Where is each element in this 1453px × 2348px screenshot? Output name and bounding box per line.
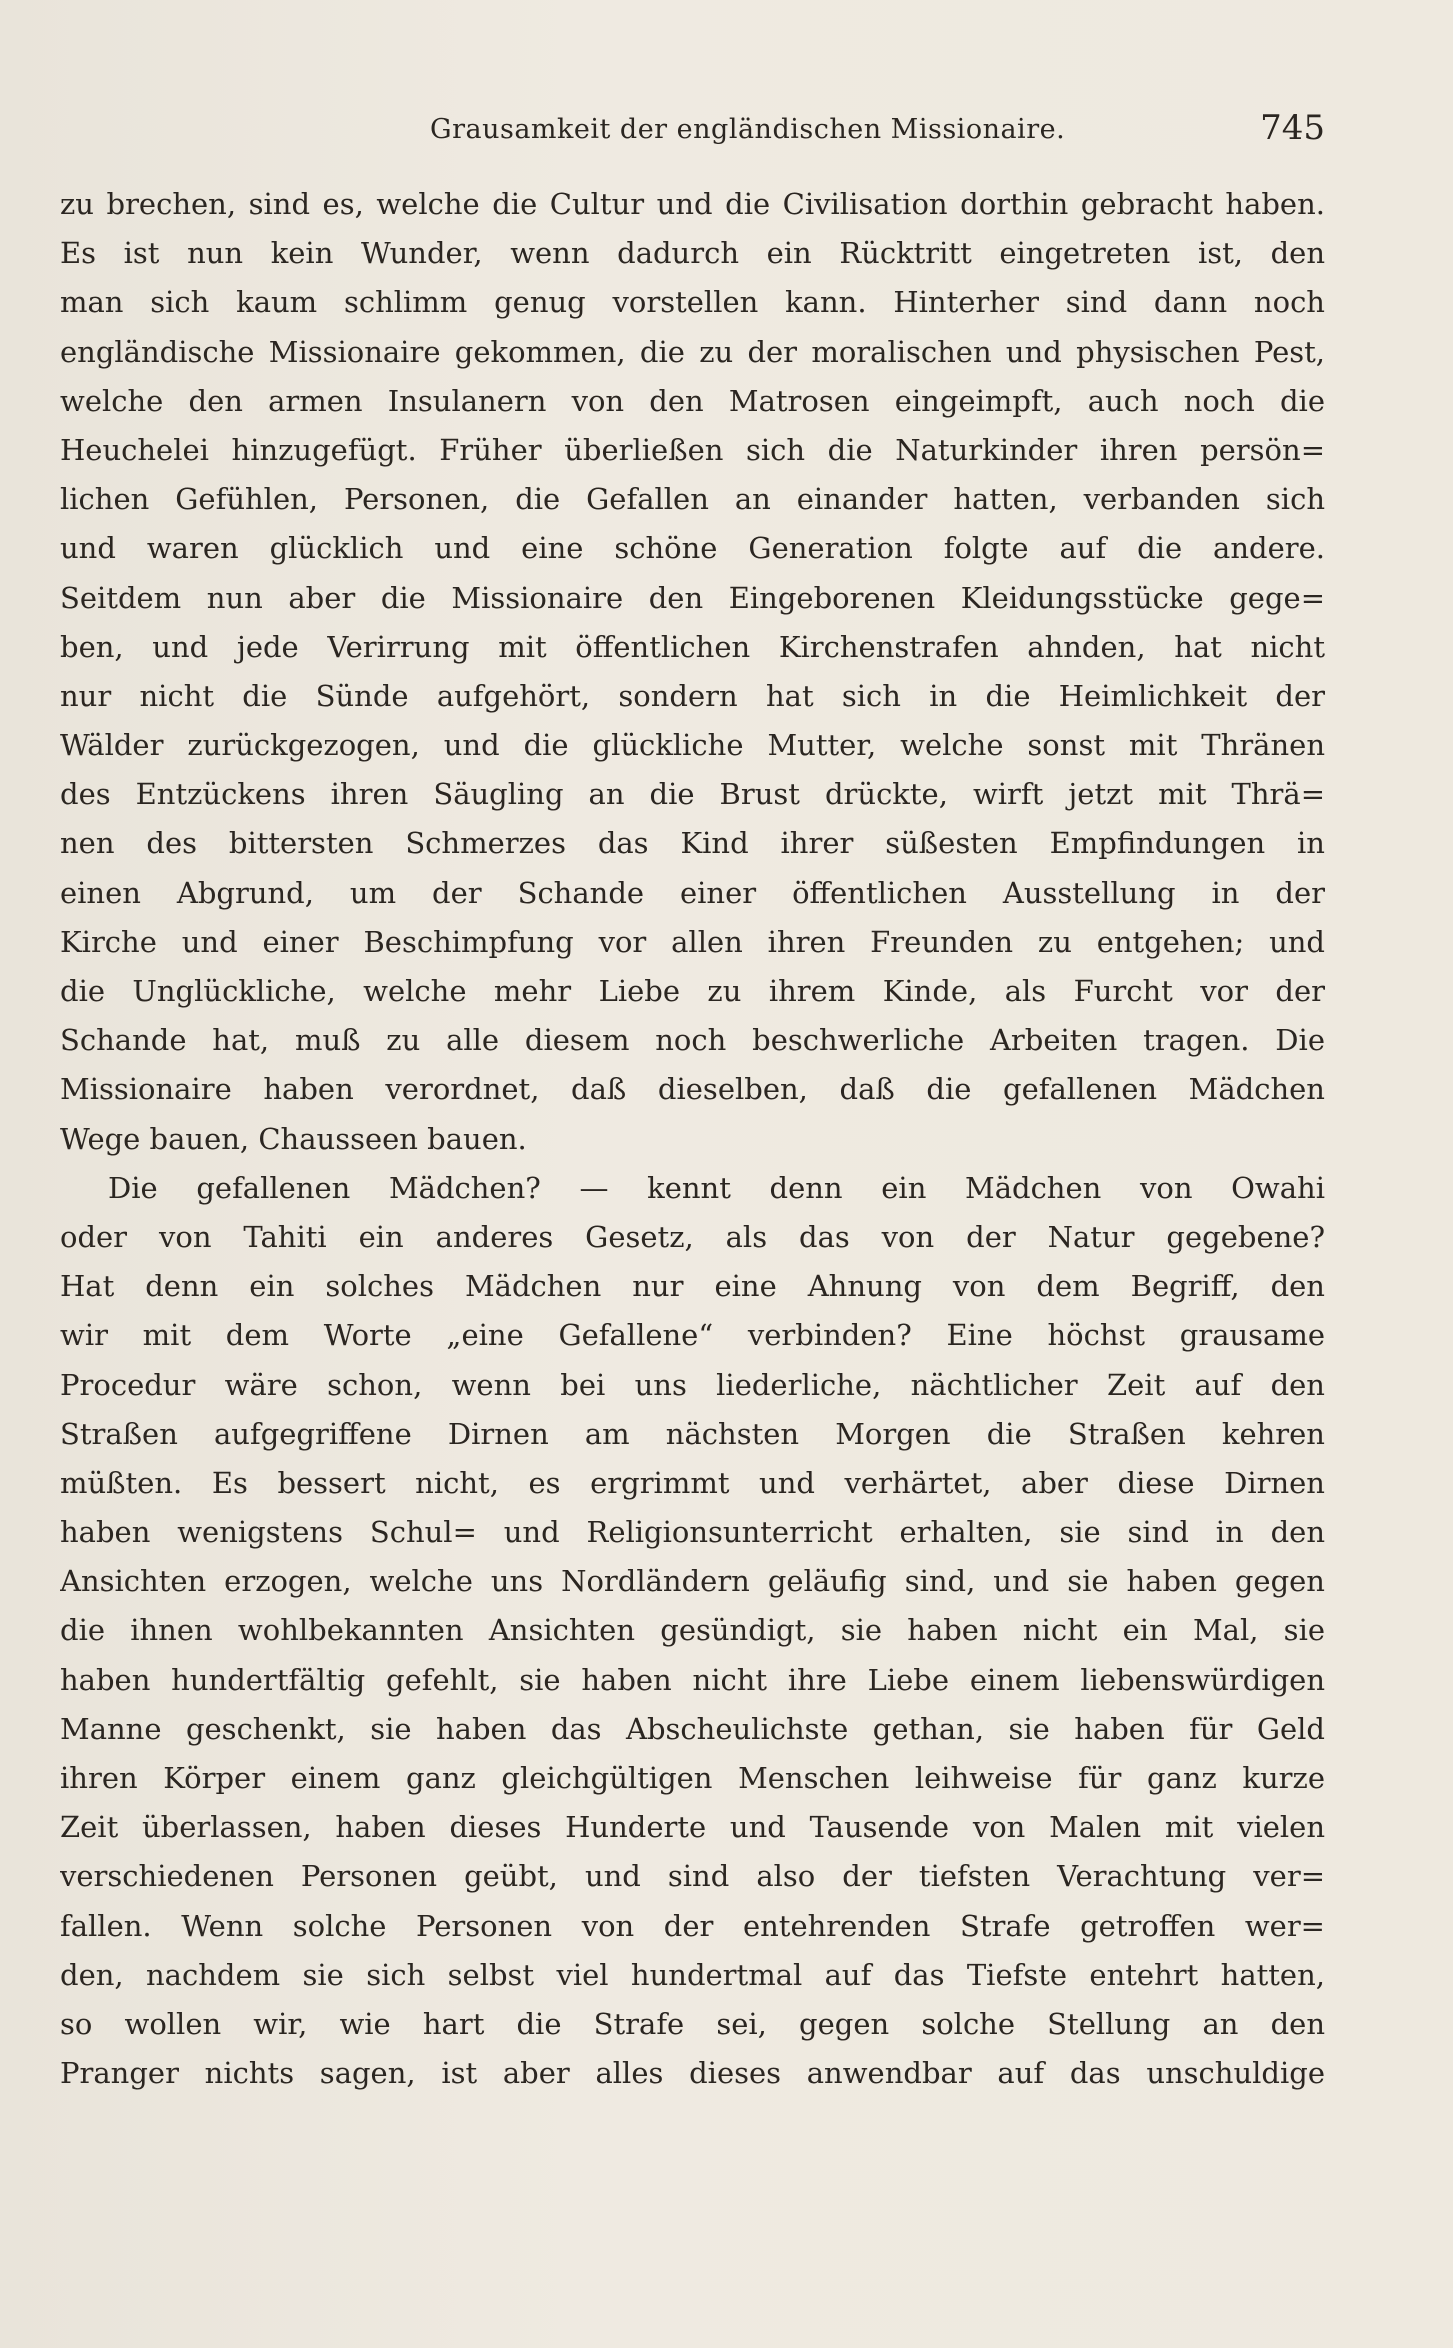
text-line: Manne geschenkt, sie haben das Abscheulichste gethan, sie haben für Geld [60,1711,1325,1746]
text-line: verschiedenen Personen geübt, und sind also der tiefsten Verachtung ver= [60,1859,1325,1894]
text-line: welche den armen Insulanern von den Matrosen eingeimpft, auch noch die [60,383,1325,418]
text-line: Zeit überlassen, haben dieses Hunderte und Tausende von Malen mit vielen [60,1810,1325,1845]
text-line: Procedur wäre schon, wenn bei uns liederliche, nächtlicher Zeit auf den [60,1367,1325,1402]
text-line: die ihnen wohlbekannten Ansichten gesündigt, sie haben nicht ein Mal, sie [60,1613,1325,1648]
text-line: Hat denn ein solches Mädchen nur eine Ahnung von dem Begriff, den [60,1269,1325,1304]
page-header [60,108,1325,156]
text-line: so wollen wir, wie hart die Strafe sei, gegen solche Stellung an den [60,2006,1325,2041]
body-text [60,180,1325,2098]
text-line: den, nachdem sie sich selbst viel hundertmal auf das Tiefste entehrt hatten, [60,1957,1325,1992]
text-line: ihren Körper einem ganz gleichgültigen Menschen leihweise für ganz kurze [60,1761,1325,1795]
running-title: Grausamkeit der engländischen Missionaire. [430,114,1066,145]
text-line: Wege bauen, Chausseen bauen. [60,1121,527,1156]
text-line: haben wenigstens Schul= und Religionsunterricht erhalten, sie sind in den [60,1515,1325,1550]
text-line: des Entzückens ihren Säugling an die Brust drückte, wirft jetzt mit Thrä= [60,777,1325,812]
text-line: einen Abgrund, um der Schande einer öffentlichen Ausstellung in der [60,875,1325,910]
text-line: wir mit dem Worte „eine Gefallene“ verbinden? Eine höchst grausame [60,1318,1325,1353]
text-line: Ansichten erzogen, welche uns Nordländern geläufig sind, und sie haben gegen [60,1564,1325,1599]
text-line: die Unglückliche, welche mehr Liebe zu ihrem Kinde, als Furcht vor der [60,974,1325,1008]
text-line: haben hundertfältig gefehlt, sie haben nicht ihre Liebe einem liebenswürdigen [60,1662,1325,1697]
text-line: zu brechen, sind es, welche die Cultur und die Civilisation dorthin gebracht haben. [60,187,1325,221]
text-line: nur nicht die Sünde aufgehört, sondern hat sich in die Heimlichkeit der [60,678,1325,713]
text-line: man sich kaum schlimm genug vorstellen kann. Hinterher sind dann noch [60,285,1325,320]
text-line: müßten. Es bessert nicht, es ergrimmt und verhärtet, aber diese Dirnen [60,1465,1325,1500]
text-line: fallen. Wenn solche Personen von der entehrenden Strafe getroffen wer= [60,1908,1325,1943]
text-line: engländische Missionaire gekommen, die zu der moralischen und physischen Pest, [60,334,1325,369]
text-line: Straßen aufgegriffene Dirnen am nächsten Morgen die Straßen kehren [60,1416,1325,1451]
text-line: und waren glücklich und eine schöne Generation folgte auf die andere. [60,531,1325,566]
page-number: 745 [1260,108,1325,148]
text-line: Schande hat, muß zu alle diesem noch beschwerliche Arbeiten tragen. Die [60,1023,1325,1058]
text-line: ben, und jede Verirrung mit öffentlichen Kirchenstrafen ahnden, hat nicht [60,629,1325,664]
text-line: Die gefallenen Mädchen? — kennt denn ein Mädchen von Owahi [108,1170,1325,1205]
text-line: nen des bittersten Schmerzes das Kind ihrer süßesten Empfindungen in [60,826,1325,861]
text-line: Seitdem nun aber die Missionaire den Eingeborenen Kleidungsstücke gege= [60,580,1325,615]
text-line: Heuchelei hinzugefügt. Früher überließen sich die Naturkinder ihren persön= [60,432,1325,467]
text-line: Wälder zurückgezogen, und die glückliche Mutter, welche sonst mit Thränen [60,728,1325,763]
text-line: Es ist nun kein Wunder, wenn dadurch ein Rücktritt eingetreten ist, den [60,236,1325,271]
text-line: oder von Tahiti ein anderes Gesetz, als das von der Natur gegebene? [60,1219,1325,1254]
text-line: Pranger nichts sagen, ist aber alles dieses anwendbar auf das unschuldige [60,2056,1325,2091]
text-line: lichen Gefühlen, Personen, die Gefallen an einander hatten, verbanden sich [60,482,1325,517]
text-line: Missionaire haben verordnet, daß dieselben, daß die gefallenen Mädchen [60,1072,1325,1107]
text-line: Kirche und einer Beschimpfung vor allen ihren Freunden zu entgehen; und [60,924,1325,959]
